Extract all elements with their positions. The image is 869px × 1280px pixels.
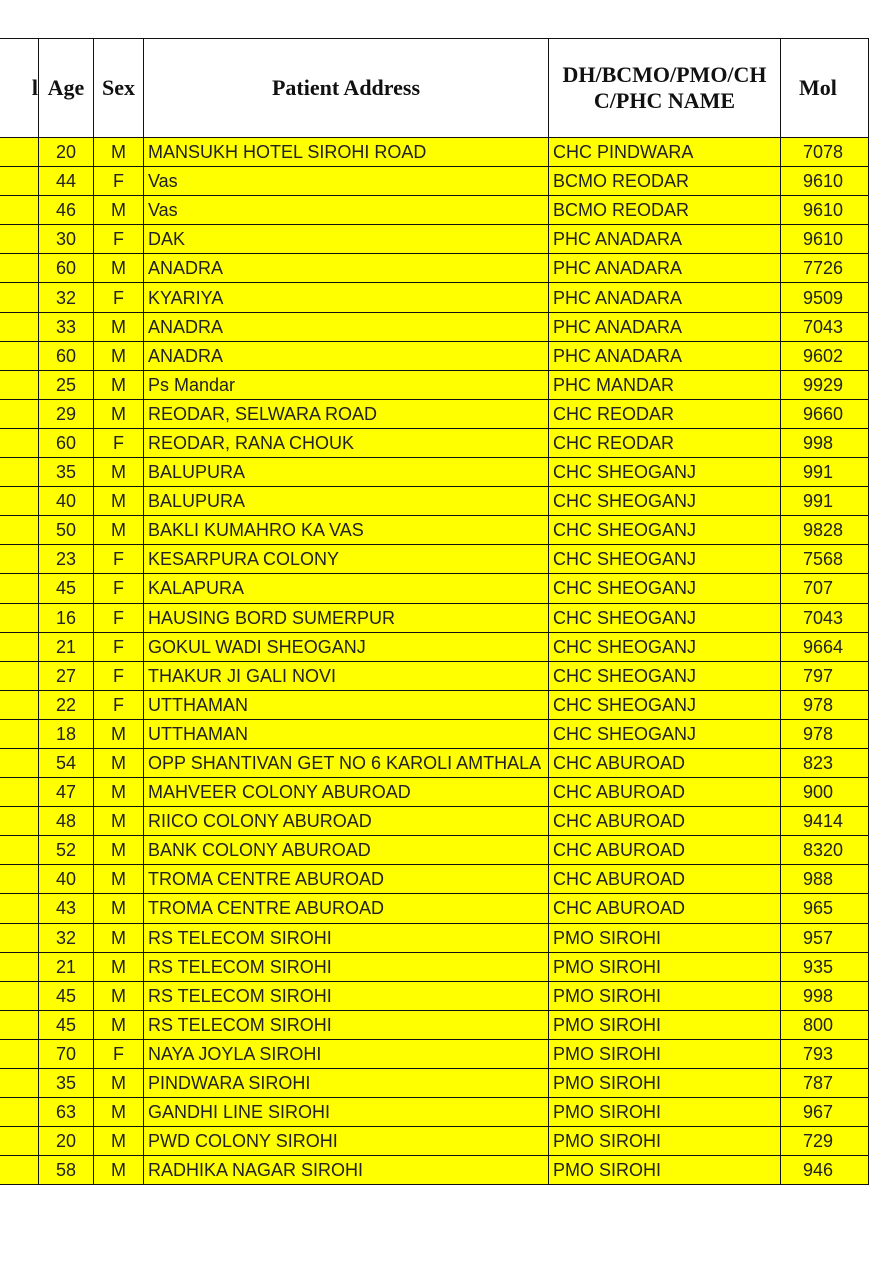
cell-id xyxy=(0,545,39,574)
cell-facility-name: PMO SIROHI xyxy=(549,981,781,1010)
cell-sex: M xyxy=(94,923,144,952)
cell-age: 43 xyxy=(39,894,94,923)
cell-sex: M xyxy=(94,748,144,777)
cell-patient-address: REODAR, RANA CHOUK xyxy=(144,428,549,457)
table-row xyxy=(0,748,869,777)
cell-patient-address: REODAR, SELWARA ROAD xyxy=(144,399,549,428)
cell-age: 21 xyxy=(39,632,94,661)
cell-facility-name: PMO SIROHI xyxy=(549,1156,781,1185)
table-row xyxy=(0,923,869,952)
cell-patient-address: RS TELECOM SIROHI xyxy=(144,923,549,952)
cell-age: 52 xyxy=(39,836,94,865)
cell-sex: M xyxy=(94,458,144,487)
cell-mobile: 991 xyxy=(781,458,869,487)
cell-facility-name: CHC ABUROAD xyxy=(549,807,781,836)
table-row xyxy=(0,341,869,370)
cell-age: 54 xyxy=(39,748,94,777)
cell-sex: M xyxy=(94,778,144,807)
cell-mobile: 991 xyxy=(781,487,869,516)
cell-sex: M xyxy=(94,254,144,283)
cell-facility-name: BCMO REODAR xyxy=(549,196,781,225)
cell-age: 29 xyxy=(39,399,94,428)
cell-patient-address: GOKUL WADI SHEOGANJ xyxy=(144,632,549,661)
cell-facility-name: CHC SHEOGANJ xyxy=(549,516,781,545)
cell-id xyxy=(0,1098,39,1127)
cell-sex: M xyxy=(94,1156,144,1185)
cell-facility-name: PMO SIROHI xyxy=(549,1098,781,1127)
cell-mobile: 797 xyxy=(781,661,869,690)
cell-patient-address: UTTHAMAN xyxy=(144,719,549,748)
table-row xyxy=(0,516,869,545)
cell-sex: M xyxy=(94,138,144,167)
table-row xyxy=(0,370,869,399)
cell-sex: M xyxy=(94,341,144,370)
cell-patient-address: OPP SHANTIVAN GET NO 6 KAROLI AMTHALA xyxy=(144,748,549,777)
cell-sex: M xyxy=(94,1098,144,1127)
cell-mobile: 707 xyxy=(781,574,869,603)
cell-age: 18 xyxy=(39,719,94,748)
cell-age: 40 xyxy=(39,865,94,894)
cell-id xyxy=(0,748,39,777)
cell-facility-name: CHC SHEOGANJ xyxy=(549,487,781,516)
cell-patient-address: RS TELECOM SIROHI xyxy=(144,1010,549,1039)
cell-sex: M xyxy=(94,1069,144,1098)
cell-patient-address: Ps Mandar xyxy=(144,370,549,399)
cell-id xyxy=(0,1039,39,1068)
cell-facility-name: CHC ABUROAD xyxy=(549,836,781,865)
cell-mobile: 900 xyxy=(781,778,869,807)
cell-facility-name: PMO SIROHI xyxy=(549,952,781,981)
cell-age: 22 xyxy=(39,690,94,719)
cell-id xyxy=(0,516,39,545)
table-row xyxy=(0,138,869,167)
cell-patient-address: BALUPURA xyxy=(144,458,549,487)
cell-age: 45 xyxy=(39,574,94,603)
cell-mobile: 9660 xyxy=(781,399,869,428)
header-age: Age xyxy=(39,39,94,138)
table-row xyxy=(0,894,869,923)
cell-facility-name: PMO SIROHI xyxy=(549,1127,781,1156)
cell-mobile: 787 xyxy=(781,1069,869,1098)
cell-mobile: 9610 xyxy=(781,196,869,225)
table-row xyxy=(0,778,869,807)
cell-patient-address: TROMA CENTRE ABUROAD xyxy=(144,865,549,894)
header-sex: Sex xyxy=(94,39,144,138)
cell-id xyxy=(0,923,39,952)
cell-patient-address: RS TELECOM SIROHI xyxy=(144,981,549,1010)
table-row xyxy=(0,1039,869,1068)
cell-id xyxy=(0,690,39,719)
header-mobile: Mol xyxy=(781,39,869,138)
cell-sex: M xyxy=(94,894,144,923)
cell-id xyxy=(0,399,39,428)
cell-age: 27 xyxy=(39,661,94,690)
cell-age: 70 xyxy=(39,1039,94,1068)
table-row xyxy=(0,1156,869,1185)
cell-patient-address: ANADRA xyxy=(144,341,549,370)
cell-mobile: 988 xyxy=(781,865,869,894)
table-body xyxy=(0,138,869,1185)
cell-mobile: 823 xyxy=(781,748,869,777)
table-row xyxy=(0,1098,869,1127)
cell-id xyxy=(0,312,39,341)
cell-patient-address: GANDHI LINE SIROHI xyxy=(144,1098,549,1127)
cell-id xyxy=(0,341,39,370)
cell-mobile: 7043 xyxy=(781,312,869,341)
table-row xyxy=(0,690,869,719)
table-row xyxy=(0,574,869,603)
cell-mobile: 978 xyxy=(781,719,869,748)
cell-sex: M xyxy=(94,312,144,341)
cell-facility-name: PMO SIROHI xyxy=(549,923,781,952)
cell-id xyxy=(0,225,39,254)
cell-id xyxy=(0,1069,39,1098)
cell-mobile: 946 xyxy=(781,1156,869,1185)
table-row xyxy=(0,428,869,457)
table-row xyxy=(0,196,869,225)
cell-mobile: 998 xyxy=(781,428,869,457)
cell-mobile: 9602 xyxy=(781,341,869,370)
cell-id xyxy=(0,1127,39,1156)
cell-patient-address: KESARPURA COLONY xyxy=(144,545,549,574)
cell-facility-name: CHC PINDWARA xyxy=(549,138,781,167)
cell-facility-name: CHC SHEOGANJ xyxy=(549,719,781,748)
cell-mobile: 7043 xyxy=(781,603,869,632)
cell-facility-name: PHC ANADARA xyxy=(549,312,781,341)
cell-sex: M xyxy=(94,196,144,225)
cell-facility-name: CHC SHEOGANJ xyxy=(549,661,781,690)
cell-mobile: 800 xyxy=(781,1010,869,1039)
cell-sex: F xyxy=(94,603,144,632)
cell-sex: F xyxy=(94,545,144,574)
cell-patient-address: Vas xyxy=(144,196,549,225)
cell-sex: M xyxy=(94,981,144,1010)
cell-age: 46 xyxy=(39,196,94,225)
cell-mobile: 7568 xyxy=(781,545,869,574)
table-row xyxy=(0,836,869,865)
cell-id xyxy=(0,283,39,312)
cell-age: 23 xyxy=(39,545,94,574)
cell-facility-name: PHC ANADARA xyxy=(549,283,781,312)
cell-facility-name: PHC ANADARA xyxy=(549,225,781,254)
header-row xyxy=(0,39,869,138)
cell-patient-address: PWD COLONY SIROHI xyxy=(144,1127,549,1156)
cell-id xyxy=(0,428,39,457)
cell-mobile: 9929 xyxy=(781,370,869,399)
cell-age: 60 xyxy=(39,254,94,283)
cell-id xyxy=(0,981,39,1010)
table-row xyxy=(0,1010,869,1039)
cell-id xyxy=(0,661,39,690)
cell-mobile: 9828 xyxy=(781,516,869,545)
header-patient-address: Patient Address xyxy=(144,39,549,138)
cell-facility-name: CHC ABUROAD xyxy=(549,748,781,777)
patient-table xyxy=(0,38,869,1185)
cell-patient-address: THAKUR JI GALI NOVI xyxy=(144,661,549,690)
cell-sex: M xyxy=(94,719,144,748)
cell-facility-name: PMO SIROHI xyxy=(549,1069,781,1098)
cell-sex: F xyxy=(94,632,144,661)
cell-patient-address: UTTHAMAN xyxy=(144,690,549,719)
cell-age: 16 xyxy=(39,603,94,632)
cell-sex: F xyxy=(94,1039,144,1068)
cell-id xyxy=(0,778,39,807)
cell-facility-name: CHC REODAR xyxy=(549,428,781,457)
cell-sex: M xyxy=(94,487,144,516)
cell-sex: M xyxy=(94,399,144,428)
cell-id xyxy=(0,487,39,516)
cell-patient-address: KALAPURA xyxy=(144,574,549,603)
cell-id xyxy=(0,138,39,167)
cell-facility-name: CHC SHEOGANJ xyxy=(549,690,781,719)
cell-age: 44 xyxy=(39,167,94,196)
cell-mobile: 9610 xyxy=(781,167,869,196)
cell-patient-address: MANSUKH HOTEL SIROHI ROAD xyxy=(144,138,549,167)
cell-age: 21 xyxy=(39,952,94,981)
cell-age: 25 xyxy=(39,370,94,399)
cell-patient-address: BAKLI KUMAHRO KA VAS xyxy=(144,516,549,545)
cell-mobile: 998 xyxy=(781,981,869,1010)
cell-sex: F xyxy=(94,167,144,196)
cell-age: 58 xyxy=(39,1156,94,1185)
cell-age: 60 xyxy=(39,428,94,457)
cell-patient-address: ANADRA xyxy=(144,254,549,283)
cell-age: 48 xyxy=(39,807,94,836)
cell-age: 45 xyxy=(39,981,94,1010)
cell-sex: M xyxy=(94,1010,144,1039)
cell-facility-name: CHC SHEOGANJ xyxy=(549,574,781,603)
cell-id xyxy=(0,167,39,196)
cell-age: 35 xyxy=(39,458,94,487)
cell-sex: F xyxy=(94,661,144,690)
cell-facility-name: PMO SIROHI xyxy=(549,1039,781,1068)
cell-facility-name: CHC ABUROAD xyxy=(549,778,781,807)
cell-id xyxy=(0,603,39,632)
table-row xyxy=(0,487,869,516)
cell-id xyxy=(0,894,39,923)
cell-patient-address: BANK COLONY ABUROAD xyxy=(144,836,549,865)
cell-patient-address: BALUPURA xyxy=(144,487,549,516)
cell-mobile: 9610 xyxy=(781,225,869,254)
cell-id xyxy=(0,254,39,283)
cell-mobile: 9664 xyxy=(781,632,869,661)
cell-facility-name: CHC SHEOGANJ xyxy=(549,458,781,487)
cell-facility-name: CHC ABUROAD xyxy=(549,865,781,894)
cell-patient-address: NAYA JOYLA SIROHI xyxy=(144,1039,549,1068)
cell-sex: M xyxy=(94,1127,144,1156)
table-row xyxy=(0,981,869,1010)
cell-id xyxy=(0,865,39,894)
table-row xyxy=(0,807,869,836)
header-facility-name: DH/BCMO/PMO/CH C/PHC NAME xyxy=(549,39,781,138)
table-row xyxy=(0,1069,869,1098)
cell-facility-name: CHC SHEOGANJ xyxy=(549,632,781,661)
cell-age: 63 xyxy=(39,1098,94,1127)
cell-mobile: 935 xyxy=(781,952,869,981)
cell-sex: F xyxy=(94,283,144,312)
cell-age: 47 xyxy=(39,778,94,807)
table-row xyxy=(0,283,869,312)
cell-sex: M xyxy=(94,952,144,981)
cell-sex: M xyxy=(94,516,144,545)
table-row xyxy=(0,952,869,981)
cell-facility-name: CHC SHEOGANJ xyxy=(549,603,781,632)
table-row xyxy=(0,312,869,341)
cell-id xyxy=(0,632,39,661)
cell-id xyxy=(0,1010,39,1039)
table-row xyxy=(0,458,869,487)
cell-patient-address: RS TELECOM SIROHI xyxy=(144,952,549,981)
cell-sex: F xyxy=(94,574,144,603)
cell-patient-address: KYARIYA xyxy=(144,283,549,312)
table-row xyxy=(0,719,869,748)
cell-patient-address: MAHVEER COLONY ABUROAD xyxy=(144,778,549,807)
table-row xyxy=(0,225,869,254)
cell-facility-name: PHC ANADARA xyxy=(549,341,781,370)
cell-id xyxy=(0,1156,39,1185)
cell-id xyxy=(0,719,39,748)
table-row xyxy=(0,632,869,661)
cell-mobile: 965 xyxy=(781,894,869,923)
cell-age: 35 xyxy=(39,1069,94,1098)
table-row xyxy=(0,603,869,632)
table-row xyxy=(0,661,869,690)
cell-mobile: 8320 xyxy=(781,836,869,865)
cell-patient-address: ANADRA xyxy=(144,312,549,341)
cell-age: 40 xyxy=(39,487,94,516)
cell-patient-address: Vas xyxy=(144,167,549,196)
cell-mobile: 967 xyxy=(781,1098,869,1127)
cell-mobile: 957 xyxy=(781,923,869,952)
cell-facility-name: PHC MANDAR xyxy=(549,370,781,399)
cell-mobile: 7726 xyxy=(781,254,869,283)
cell-mobile: 9414 xyxy=(781,807,869,836)
cell-patient-address: DAK xyxy=(144,225,549,254)
cell-age: 60 xyxy=(39,341,94,370)
cell-age: 50 xyxy=(39,516,94,545)
table-row xyxy=(0,545,869,574)
cell-sex: F xyxy=(94,428,144,457)
cell-facility-name: CHC REODAR xyxy=(549,399,781,428)
cell-patient-address: RADHIKA NAGAR SIROHI xyxy=(144,1156,549,1185)
cell-id xyxy=(0,807,39,836)
cell-id xyxy=(0,574,39,603)
cell-facility-name: PHC ANADARA xyxy=(549,254,781,283)
cell-age: 20 xyxy=(39,138,94,167)
cell-id xyxy=(0,836,39,865)
cell-age: 32 xyxy=(39,923,94,952)
cell-mobile: 7078 xyxy=(781,138,869,167)
cell-id xyxy=(0,458,39,487)
cell-sex: M xyxy=(94,836,144,865)
table-row xyxy=(0,1127,869,1156)
cell-patient-address: HAUSING BORD SUMERPUR xyxy=(144,603,549,632)
cell-age: 32 xyxy=(39,283,94,312)
table-row xyxy=(0,167,869,196)
cell-sex: M xyxy=(94,807,144,836)
table-row xyxy=(0,399,869,428)
cell-sex: F xyxy=(94,690,144,719)
cell-facility-name: BCMO REODAR xyxy=(549,167,781,196)
cell-sex: M xyxy=(94,370,144,399)
cell-age: 30 xyxy=(39,225,94,254)
cell-patient-address: PINDWARA SIROHI xyxy=(144,1069,549,1098)
cell-age: 20 xyxy=(39,1127,94,1156)
cell-mobile: 9509 xyxy=(781,283,869,312)
cell-sex: F xyxy=(94,225,144,254)
cell-facility-name: CHC ABUROAD xyxy=(549,894,781,923)
header-col0: l xyxy=(0,39,39,138)
cell-facility-name: CHC SHEOGANJ xyxy=(549,545,781,574)
table-row xyxy=(0,865,869,894)
cell-id xyxy=(0,196,39,225)
table-row xyxy=(0,254,869,283)
cell-id xyxy=(0,370,39,399)
cell-mobile: 729 xyxy=(781,1127,869,1156)
cell-mobile: 978 xyxy=(781,690,869,719)
cell-mobile: 793 xyxy=(781,1039,869,1068)
cell-facility-name: PMO SIROHI xyxy=(549,1010,781,1039)
cell-patient-address: TROMA CENTRE ABUROAD xyxy=(144,894,549,923)
cell-patient-address: RIICO COLONY ABUROAD xyxy=(144,807,549,836)
cell-age: 33 xyxy=(39,312,94,341)
cell-sex: M xyxy=(94,865,144,894)
cell-id xyxy=(0,952,39,981)
cell-age: 45 xyxy=(39,1010,94,1039)
